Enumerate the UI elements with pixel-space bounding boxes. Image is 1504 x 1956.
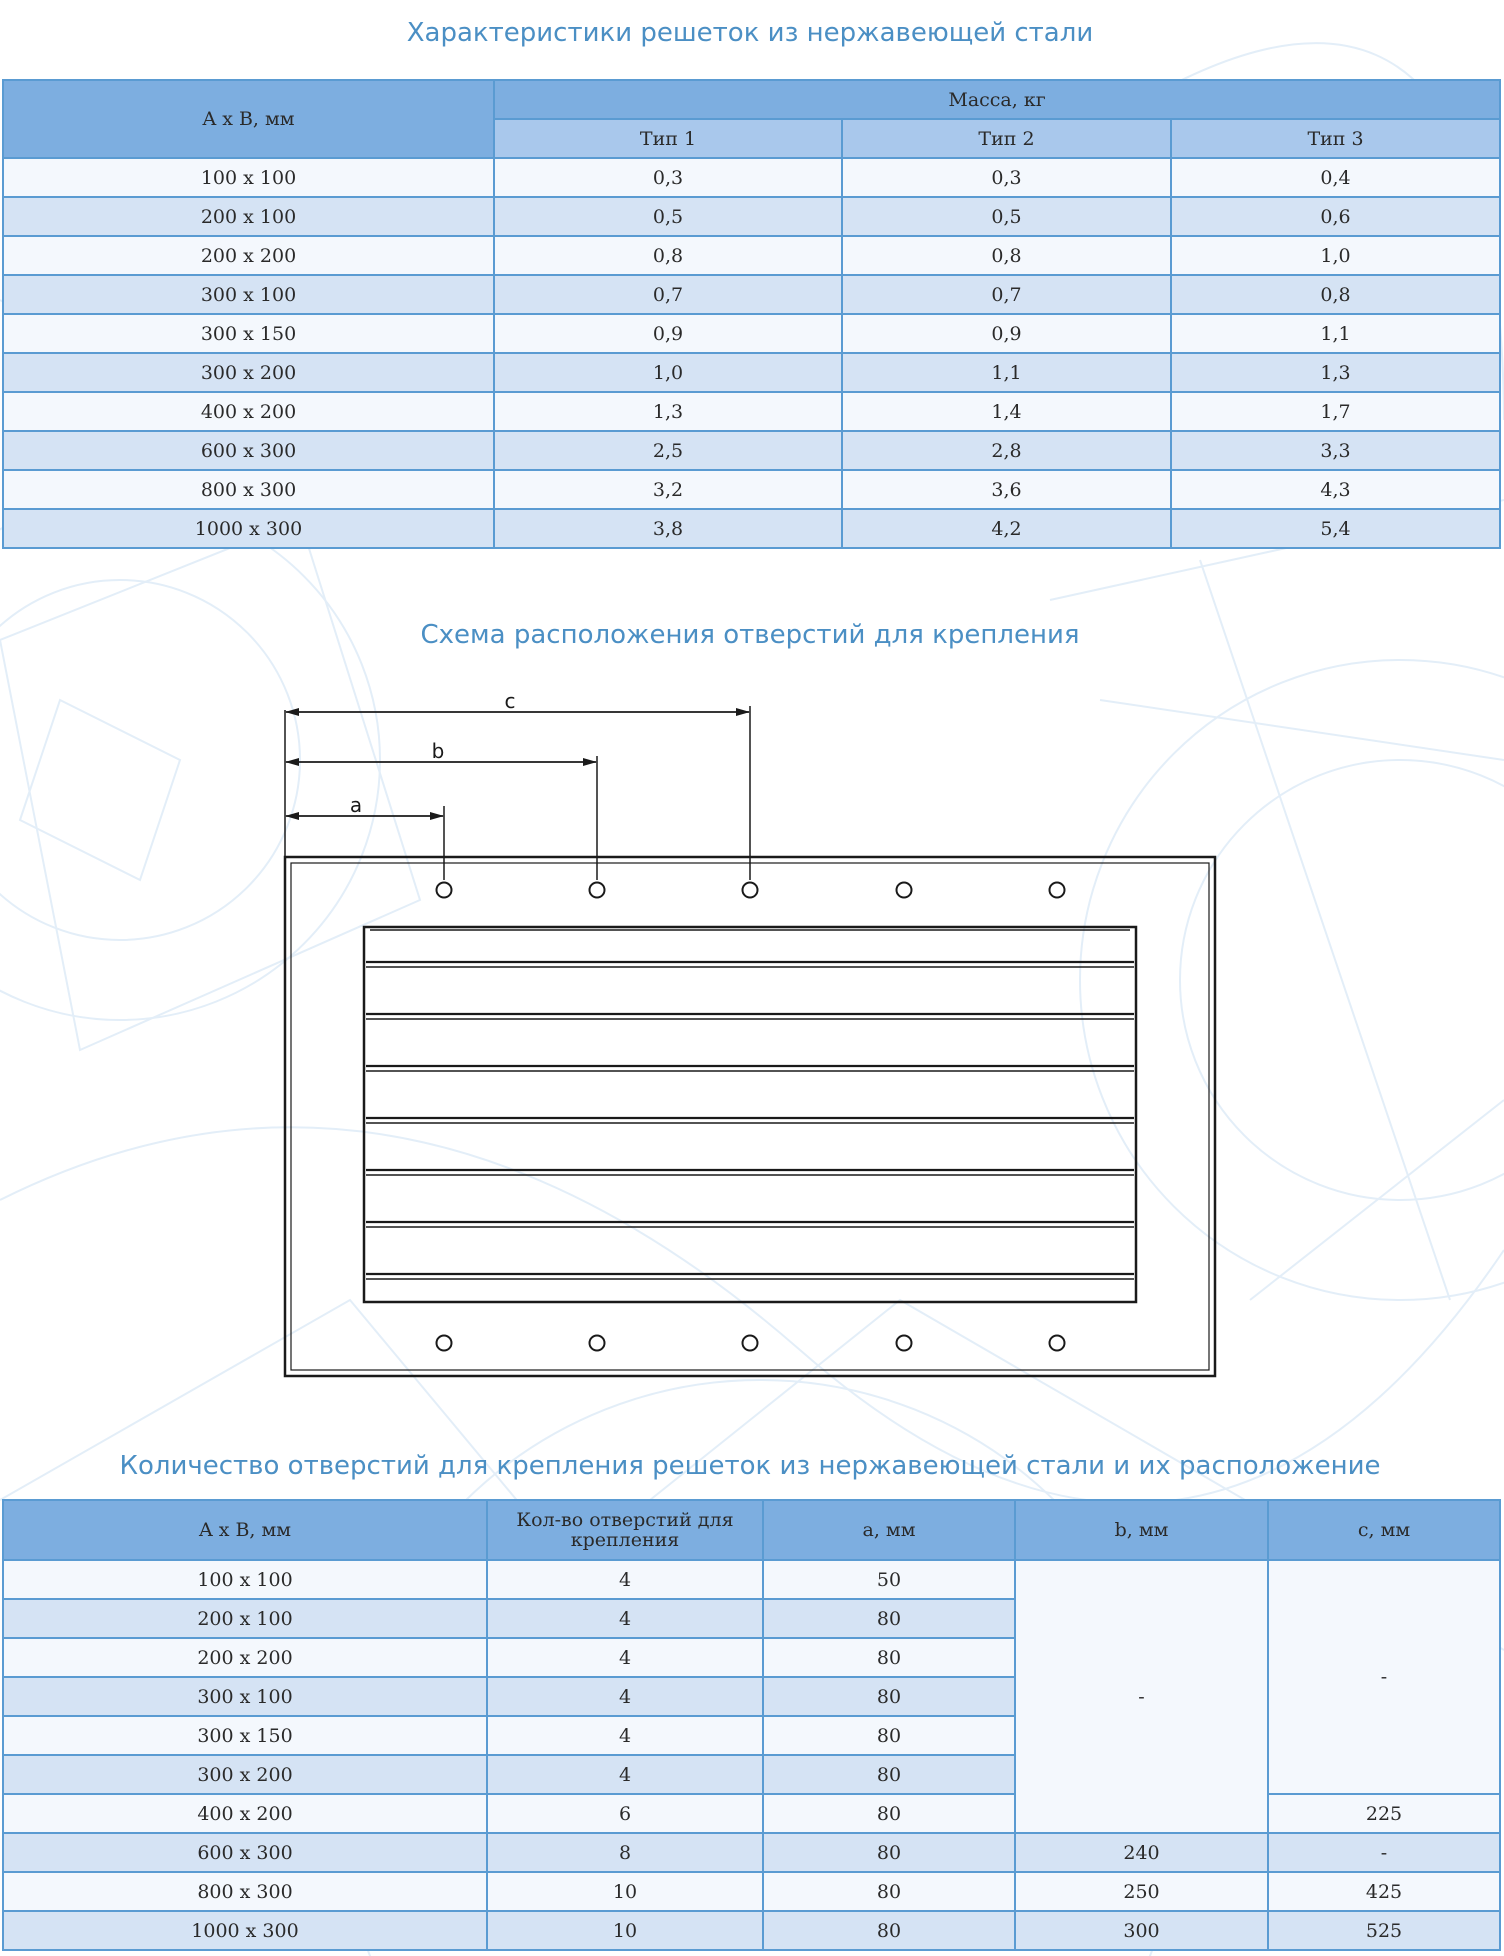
cell-a: 80 — [763, 1872, 1015, 1911]
table-row — [3, 1911, 1500, 1950]
cell-holes: 10 — [487, 1872, 763, 1911]
cell-type2: 0,7 — [842, 275, 1171, 314]
header-c: c, мм — [1268, 1500, 1500, 1560]
cell-size: 1000 x 300 — [3, 1911, 487, 1950]
table1-title: Характеристики решеток из нержавеющей стали — [406, 18, 1094, 48]
cell-c-merged: - — [1268, 1560, 1500, 1794]
cell-type1: 0,8 — [494, 236, 842, 275]
cell-type2: 3,6 — [842, 470, 1171, 509]
louvre-area — [364, 927, 1136, 1302]
cell-size: 800 x 300 — [3, 1872, 487, 1911]
table-row — [3, 275, 1500, 314]
mounting-hole — [590, 883, 605, 898]
cell-type3: 3,3 — [1171, 431, 1500, 470]
cell-holes: 4 — [487, 1677, 763, 1716]
cell-type1: 1,0 — [494, 353, 842, 392]
cell-holes: 10 — [487, 1911, 763, 1950]
label-a: a — [349, 793, 363, 817]
cell-type3: 1,7 — [1171, 392, 1500, 431]
cell-size: 400 x 200 — [3, 1794, 487, 1833]
table-row — [3, 470, 1500, 509]
cell-type2: 2,8 — [842, 431, 1171, 470]
table-row — [3, 431, 1500, 470]
cell-holes: 4 — [487, 1755, 763, 1794]
cell-c: - — [1268, 1833, 1500, 1872]
table-row — [3, 158, 1500, 197]
cell-size: 300 x 150 — [3, 314, 494, 353]
cell-type1: 3,2 — [494, 470, 842, 509]
label-b: b — [431, 739, 445, 763]
cell-size: 1000 x 300 — [3, 509, 494, 548]
grille-frame — [285, 857, 1215, 1376]
cell-type2: 0,8 — [842, 236, 1171, 275]
cell-size: 100 x 100 — [3, 1560, 487, 1599]
cell-size: 200 x 200 — [3, 1638, 487, 1677]
header-size: A x B, мм — [3, 80, 494, 158]
table-row — [3, 314, 1500, 353]
cell-c: 525 — [1268, 1911, 1500, 1950]
cell-size: 200 x 200 — [3, 236, 494, 275]
hole-layout-diagram — [0, 680, 1504, 1380]
label-c: c — [504, 689, 516, 713]
cell-holes: 6 — [487, 1794, 763, 1833]
mounting-hole — [743, 883, 758, 898]
table-row — [3, 1560, 1500, 1599]
header-mass: Масса, кг — [494, 80, 1500, 119]
mounting-hole — [743, 1336, 758, 1351]
mounting-hole — [1050, 883, 1065, 898]
cell-b: 240 — [1015, 1833, 1268, 1872]
cell-size: 300 x 150 — [3, 1716, 487, 1755]
cell-size: 300 x 100 — [3, 275, 494, 314]
table-row — [3, 392, 1500, 431]
cell-holes: 4 — [487, 1560, 763, 1599]
header-type-3: Тип 3 — [1171, 119, 1500, 158]
cell-a: 80 — [763, 1638, 1015, 1677]
mass-table — [2, 79, 1501, 549]
cell-type2: 1,4 — [842, 392, 1171, 431]
table-row — [3, 197, 1500, 236]
cell-size: 800 x 300 — [3, 470, 494, 509]
mounting-hole — [437, 883, 452, 898]
cell-type1: 0,3 — [494, 158, 842, 197]
cell-type2: 1,1 — [842, 353, 1171, 392]
header-type-2: Тип 2 — [842, 119, 1171, 158]
header-size: A x B, мм — [3, 1500, 487, 1560]
header-holes-text: Кол-во отверстий для крепления — [516, 1509, 734, 1551]
cell-a: 80 — [763, 1599, 1015, 1638]
cell-type1: 0,5 — [494, 197, 842, 236]
table-row — [3, 1833, 1500, 1872]
cell-size: 600 x 300 — [3, 431, 494, 470]
mounting-hole — [897, 883, 912, 898]
table-row — [3, 236, 1500, 275]
holes-table — [2, 1499, 1501, 1951]
cell-b-merged: - — [1015, 1560, 1268, 1833]
diagram-title: Схема расположения отверстий для крепления — [420, 620, 1080, 650]
cell-type1: 1,3 — [494, 392, 842, 431]
cell-b: 250 — [1015, 1872, 1268, 1911]
cell-size: 400 x 200 — [3, 392, 494, 431]
table-row — [3, 509, 1500, 548]
cell-type2: 0,5 — [842, 197, 1171, 236]
cell-type2: 4,2 — [842, 509, 1171, 548]
table-row — [3, 353, 1500, 392]
mounting-hole — [437, 1336, 452, 1351]
cell-b: 300 — [1015, 1911, 1268, 1950]
cell-a: 50 — [763, 1560, 1015, 1599]
cell-size: 600 x 300 — [3, 1833, 487, 1872]
cell-type1: 0,7 — [494, 275, 842, 314]
header-b: b, мм — [1015, 1500, 1268, 1560]
cell-holes: 8 — [487, 1833, 763, 1872]
cell-a: 80 — [763, 1716, 1015, 1755]
table-row — [3, 1872, 1500, 1911]
cell-a: 80 — [763, 1677, 1015, 1716]
cell-type1: 0,9 — [494, 314, 842, 353]
cell-size: 200 x 100 — [3, 197, 494, 236]
cell-holes: 4 — [487, 1599, 763, 1638]
cell-size: 200 x 100 — [3, 1599, 487, 1638]
mounting-hole — [590, 1336, 605, 1351]
cell-a: 80 — [763, 1755, 1015, 1794]
table-row — [3, 1794, 1500, 1833]
cell-type3: 1,0 — [1171, 236, 1500, 275]
cell-holes: 4 — [487, 1716, 763, 1755]
cell-type2: 0,9 — [842, 314, 1171, 353]
cell-type3: 1,1 — [1171, 314, 1500, 353]
cell-size: 300 x 200 — [3, 353, 494, 392]
cell-c: 425 — [1268, 1872, 1500, 1911]
cell-type3: 0,8 — [1171, 275, 1500, 314]
cell-type1: 2,5 — [494, 431, 842, 470]
cell-size: 300 x 100 — [3, 1677, 487, 1716]
table2-title: Количество отверстий для крепления решеток из нержавеющей стали и их расположение — [119, 1451, 1381, 1481]
cell-size: 300 x 200 — [3, 1755, 487, 1794]
cell-a: 80 — [763, 1911, 1015, 1950]
cell-type3: 1,3 — [1171, 353, 1500, 392]
cell-c: 225 — [1268, 1794, 1500, 1833]
mounting-hole — [897, 1336, 912, 1351]
cell-a: 80 — [763, 1794, 1015, 1833]
cell-type3: 0,4 — [1171, 158, 1500, 197]
cell-type1: 3,8 — [494, 509, 842, 548]
header-a: a, мм — [763, 1500, 1015, 1560]
header-type-1: Тип 1 — [494, 119, 842, 158]
cell-type3: 0,6 — [1171, 197, 1500, 236]
cell-holes: 4 — [487, 1638, 763, 1677]
cell-type2: 0,3 — [842, 158, 1171, 197]
mounting-hole — [1050, 1336, 1065, 1351]
header-holes — [487, 1500, 763, 1560]
cell-size: 100 x 100 — [3, 158, 494, 197]
cell-type3: 5,4 — [1171, 509, 1500, 548]
cell-a: 80 — [763, 1833, 1015, 1872]
cell-type3: 4,3 — [1171, 470, 1500, 509]
